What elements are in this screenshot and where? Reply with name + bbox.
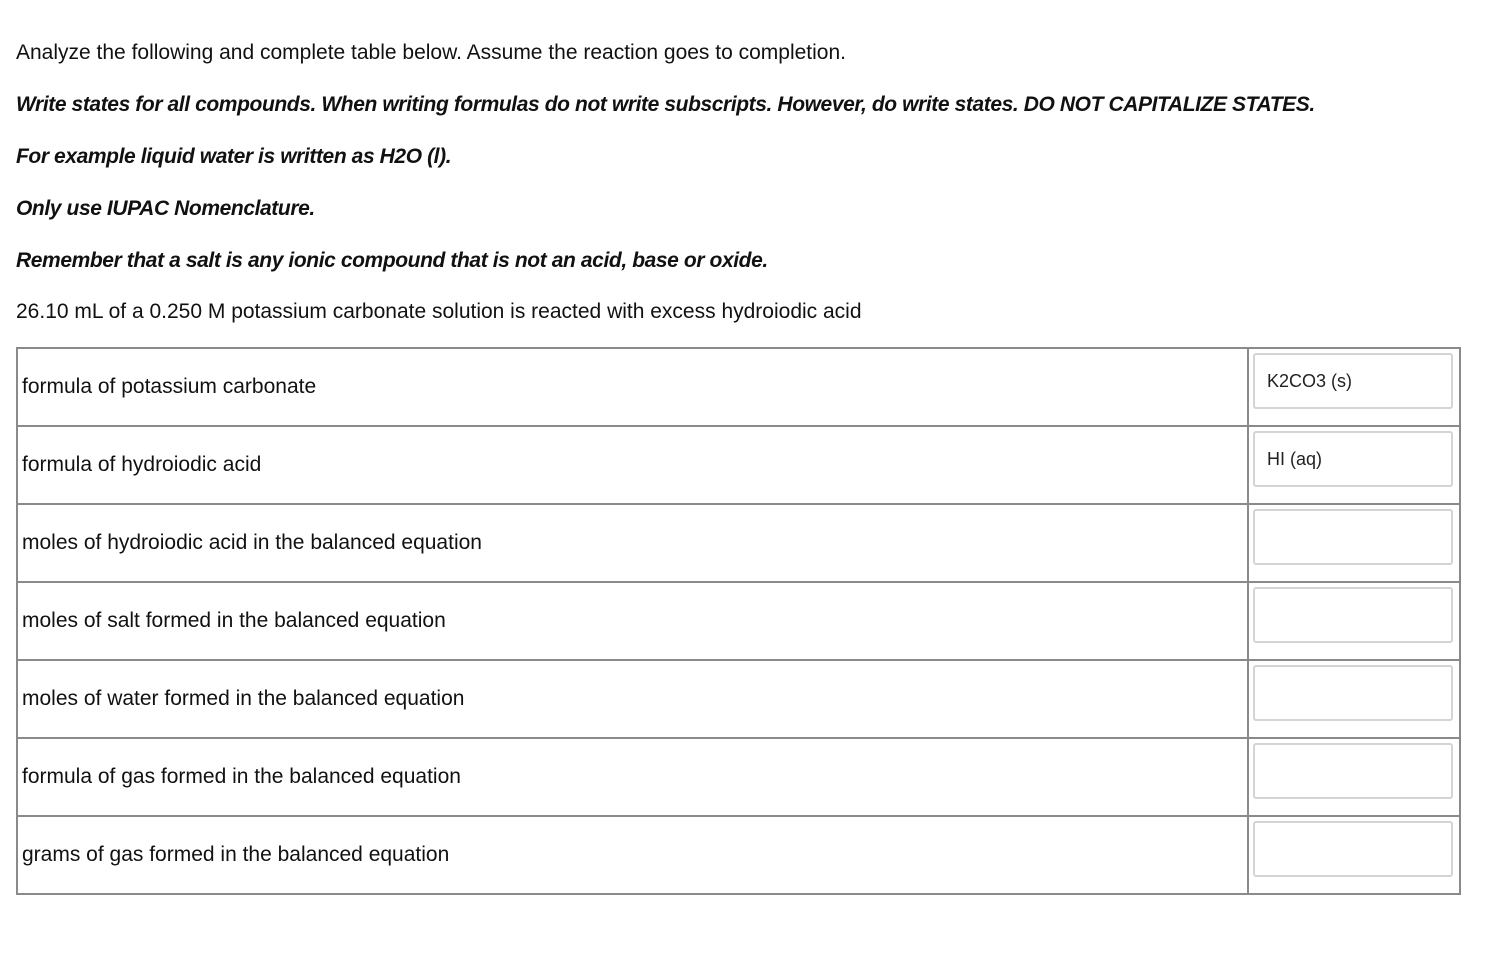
instruction-example: For example liquid water is written as H2O (l). <box>16 145 452 168</box>
row-label: moles of hydroiodic acid in the balanced equation <box>17 504 1248 582</box>
row-label: moles of salt formed in the balanced equation <box>17 582 1248 660</box>
instruction-analyze: Analyze the following and complete table below. Assume the reaction goes to completion. <box>16 41 847 64</box>
answer-input-moles-salt[interactable] <box>1253 587 1453 643</box>
problem-statement: 26.10 mL of a 0.250 M potassium carbonate solution is reacted with excess hydroiodic acid <box>16 300 862 323</box>
row-label: formula of potassium carbonate <box>17 348 1248 426</box>
row-label: moles of water formed in the balanced equation <box>17 660 1248 738</box>
answer-input-moles-hi[interactable] <box>1253 509 1453 565</box>
table-row <box>17 738 1460 816</box>
instruction-iupac: Only use IUPAC Nomenclature. <box>16 197 315 220</box>
instruction-states: Write states for all compounds. When writing formulas do not write subscripts. However, do write states. DO NOT CAPITALIZE STATES. <box>16 93 1315 116</box>
instruction-salt: Remember that a salt is any ionic compound that is not an acid, base or oxide. <box>16 249 768 272</box>
answer-input-hydroiodic-acid[interactable] <box>1253 431 1453 487</box>
row-label: formula of gas formed in the balanced equation <box>17 738 1248 816</box>
table-row <box>17 582 1460 660</box>
table-row <box>17 426 1460 504</box>
answer-input-gas-formula[interactable] <box>1253 743 1453 799</box>
table-row <box>17 504 1460 582</box>
answer-input-potassium-carbonate[interactable] <box>1253 353 1453 409</box>
table-row <box>17 816 1460 894</box>
answer-input-moles-water[interactable] <box>1253 665 1453 721</box>
row-label: grams of gas formed in the balanced equation <box>17 816 1248 894</box>
answer-input-gas-grams[interactable] <box>1253 821 1453 877</box>
answer-table <box>16 347 1461 895</box>
row-label: formula of hydroiodic acid <box>17 426 1248 504</box>
table-row <box>17 348 1460 426</box>
table-row <box>17 660 1460 738</box>
